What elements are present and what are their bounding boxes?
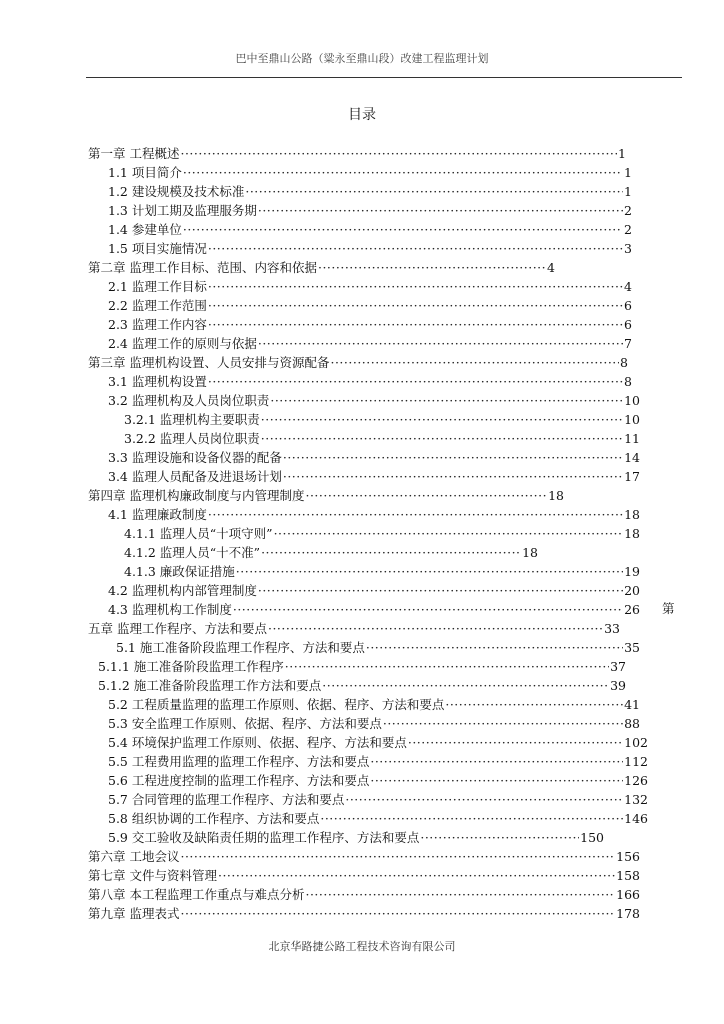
page-header: 巴中至鼎山公路（粱永至鼎山段）改建工程监理计划 (235, 52, 489, 65)
toc-entry[interactable] (108, 163, 632, 182)
toc-leader-dots (305, 885, 615, 904)
toc-leader-dots (180, 144, 617, 163)
toc-entry-title: 1.4 参建单位 (108, 222, 182, 237)
toc-entry-title: 5.2 工程质量监理的监理工作原则、依据、程序、方法和要点 (108, 697, 445, 712)
toc-leader-dots (218, 866, 615, 885)
toc-leader-dots (183, 163, 623, 182)
toc-entry[interactable] (108, 695, 640, 714)
toc-entry-page: 39 (610, 678, 626, 693)
toc-entry-page: 112 (624, 754, 648, 769)
toc-leader-dots (283, 448, 623, 467)
toc-entry-title: 2.4 监理工作的原则与依据 (108, 336, 257, 351)
toc-leader-dots (274, 524, 624, 543)
toc-entry-title: 3.1 监理机构设置 (108, 374, 207, 389)
toc-entry[interactable] (88, 486, 564, 505)
toc-entry-page: 33 (604, 621, 620, 636)
toc-entry-title: 4.2 监理机构内部管理制度 (108, 583, 257, 598)
toc-entry[interactable] (108, 277, 632, 296)
toc-entry-title: 第九章 监理表式 (88, 906, 180, 921)
toc-leader-dots (245, 182, 623, 201)
toc-entry[interactable] (116, 638, 640, 657)
toc-leader-dots (408, 733, 623, 752)
toc-entry[interactable] (108, 334, 632, 353)
toc-entry-title: 5.1.1 施工准备阶段监理工作程序 (98, 659, 284, 674)
toc-leader-dots (180, 904, 615, 923)
toc-entry-title: 3.3 监理设施和设备仪器的配备 (108, 450, 282, 465)
toc-leader-dots (183, 220, 623, 239)
toc-leader-dots (370, 752, 623, 771)
toc-leader-dots (208, 505, 623, 524)
toc-entry[interactable] (108, 201, 632, 220)
toc-entry-title: 3.2.1 监理机构主要职责 (124, 412, 260, 427)
toc-leader-dots (285, 657, 609, 676)
toc-entry[interactable] (108, 182, 632, 201)
toc-entry-title: 5.8 组织协调的工作程序、方法和要点 (108, 811, 320, 826)
toc-entry-page: 1 (624, 184, 632, 199)
toc-leader-dots (208, 239, 623, 258)
toc-entry-title: 2.2 监理工作范围 (108, 298, 207, 313)
toc-entry-title: 3.2.2 监理人员岗位职责 (124, 431, 260, 446)
toc-entry-title: 第六章 工地会议 (88, 849, 180, 864)
toc-entry-page: 88 (624, 716, 640, 731)
toc-entry[interactable] (88, 904, 640, 923)
toc-entry-page: 18 (522, 545, 538, 560)
toc-leader-dots (330, 353, 619, 372)
toc-entry[interactable] (108, 809, 648, 828)
toc-entry-page: 150 (580, 830, 604, 845)
toc-entry-title: 第四章 监理机构廉政制度与内管理制度 (88, 488, 305, 503)
toc-entry-title: 第八章 本工程监理工作重点与难点分析 (88, 887, 305, 902)
toc-entry-page: 14 (624, 450, 640, 465)
toc-entry[interactable] (98, 676, 626, 695)
toc-entry-page: 26 (624, 602, 640, 617)
toc-entry-title: 2.3 监理工作内容 (108, 317, 207, 332)
toc-entry[interactable] (108, 733, 648, 752)
toc-entry-page: 132 (624, 792, 648, 807)
toc-entry-page: 2 (624, 203, 632, 218)
toc-entry-page: 8 (624, 374, 632, 389)
toc-entry-page: 3 (624, 241, 632, 256)
toc-leader-dots (445, 695, 623, 714)
toc-entry[interactable] (108, 220, 632, 239)
toc-leader-dots (233, 600, 623, 619)
toc-entry-page: 178 (616, 906, 640, 921)
toc-entry-page: 8 (620, 355, 628, 370)
toc-entry-page: 166 (616, 887, 640, 902)
toc-entry-page: 11 (624, 431, 640, 446)
toc-leader-dots (208, 277, 623, 296)
toc-leader-dots (283, 467, 623, 486)
toc-leader-dots (208, 372, 623, 391)
toc-entry[interactable] (124, 410, 640, 429)
toc-entry-title: 5.9 交工验收及缺陷责任期的监理工作程序、方法和要点 (108, 830, 420, 845)
toc-entry[interactable] (108, 296, 632, 315)
toc-entry-title: 5.1 施工准备阶段监理工作程序、方法和要点 (116, 640, 365, 655)
toc-entry-title: 5.1.2 施工准备阶段监理工作方法和要点 (98, 678, 322, 693)
toc-entry-title: 第三章 监理机构设置、人员安排与资源配备 (88, 355, 330, 370)
toc-leader-dots (208, 296, 623, 315)
toc-leader-dots (261, 429, 623, 448)
toc-leader-dots (261, 543, 521, 562)
toc-entry-title: 3.2 监理机构及人员岗位职责 (108, 393, 270, 408)
toc-entry-page: 7 (624, 336, 632, 351)
toc-entry[interactable] (88, 144, 626, 163)
toc-entry-title: 1.2 建设规模及技术标准 (108, 184, 245, 199)
toc-entry[interactable] (108, 315, 632, 334)
toc-leader-dots (322, 676, 609, 695)
toc-entry-title: 4.1 监理廉政制度 (108, 507, 207, 522)
toc-entry-page: 35 (624, 640, 640, 655)
toc-leader-dots (180, 847, 615, 866)
toc-entry-page: 20 (624, 583, 640, 598)
toc-entry-title: 5.3 安全监理工作原则、依据、程序、方法和要点 (108, 716, 382, 731)
toc-entry[interactable] (108, 467, 640, 486)
toc-entry[interactable] (108, 581, 640, 600)
toc-leader-dots (370, 771, 623, 790)
toc-entry-title: 第七章 文件与资料管理 (88, 868, 217, 883)
toc-entry-title: 5.6 工程进度控制的监理工作程序、方法和要点 (108, 773, 370, 788)
toc-entry-page: 4 (547, 260, 555, 275)
toc-entry-page: 146 (624, 811, 648, 826)
toc-leader-dots (258, 201, 623, 220)
toc-entry[interactable] (108, 239, 632, 258)
toc-entry-title: 第二章 监理工作目标、范围、内容和依据 (88, 260, 317, 275)
toc-entry-page: 18 (624, 526, 640, 541)
toc-entry[interactable] (108, 505, 640, 524)
toc-entry[interactable] (88, 619, 620, 638)
toc-entry[interactable] (124, 524, 640, 543)
toc-entry-title: 第一章 工程概述 (88, 146, 180, 161)
toc-entry[interactable] (98, 657, 626, 676)
toc-entry[interactable] (108, 391, 640, 410)
page-footer: 北京华路捷公路工程技术咨询有限公司 (268, 940, 456, 953)
toc-entry-title: 4.3 监理机构工作制度 (108, 602, 232, 617)
toc-entry-page: 17 (624, 469, 640, 484)
toc-entry[interactable] (88, 885, 640, 904)
toc-entry-page: 19 (624, 564, 640, 579)
toc-entry-title: 1.3 计划工期及监理服务期 (108, 203, 257, 218)
toc-entry-page: 1 (618, 146, 626, 161)
toc-leader-dots (258, 581, 623, 600)
toc-entry[interactable] (124, 429, 640, 448)
toc-leader-dots (261, 410, 623, 429)
toc-leader-dots (208, 315, 623, 334)
toc-entry-title: 1.5 项目实施情况 (108, 241, 207, 256)
toc-entry-title: 5.7 合同管理的监理工作程序、方法和要点 (108, 792, 345, 807)
stray-text: 第 (662, 601, 675, 616)
toc-leader-dots (270, 391, 623, 410)
toc-leader-dots (366, 638, 623, 657)
toc-entry[interactable] (108, 448, 640, 467)
toc-entry-page: 4 (624, 279, 632, 294)
toc-leader-dots (268, 619, 603, 638)
toc-entry-page: 2 (624, 222, 632, 237)
toc-leader-dots (320, 809, 623, 828)
toc-leader-dots (345, 790, 623, 809)
toc-entry[interactable] (124, 562, 640, 581)
toc-entry-page: 6 (624, 298, 632, 313)
toc-entry-page: 1 (624, 165, 632, 180)
toc-entry-title: 4.1.2 监理人员“十不准” (124, 545, 261, 560)
toc-entry-title: 4.1.1 监理人员“十项守则” (124, 526, 273, 541)
toc-entry-page: 6 (624, 317, 632, 332)
toc-entry[interactable] (108, 771, 648, 790)
toc-entry[interactable] (108, 600, 640, 619)
toc-entry-page: 18 (624, 507, 640, 522)
toc-entry-page: 102 (624, 735, 648, 750)
toc-entry-title: 5.5 工程费用监理的监理工作程序、方法和要点 (108, 754, 370, 769)
toc-entry[interactable] (124, 543, 538, 562)
toc-entry-title: 2.1 监理工作目标 (108, 279, 207, 294)
header-divider (86, 77, 682, 78)
toc-entry-page: 18 (548, 488, 564, 503)
toc-leader-dots (305, 486, 547, 505)
toc-entry[interactable] (88, 258, 555, 277)
toc-entry-title: 5.4 环境保护监理工作原则、依据、程序、方法和要点 (108, 735, 407, 750)
toc-leader-dots (236, 562, 623, 581)
toc-entry[interactable] (108, 828, 604, 847)
toc-entry-page: 156 (616, 849, 640, 864)
toc-entry-page: 10 (624, 412, 640, 427)
toc-entry[interactable] (88, 847, 640, 866)
toc-entry-title: 4.1.3 廉政保证措施 (124, 564, 235, 579)
toc-entry[interactable] (108, 372, 632, 391)
toc-entry-title: 3.4 监理人员配备及进退场计划 (108, 469, 282, 484)
toc-entry-page: 37 (610, 659, 626, 674)
toc-entry[interactable] (108, 752, 648, 771)
toc-entry[interactable] (108, 790, 648, 809)
toc-leader-dots (420, 828, 579, 847)
toc-leader-dots (383, 714, 623, 733)
toc-title: 目录 (348, 107, 376, 123)
toc-entry[interactable] (88, 866, 640, 885)
toc-entry-page: 126 (624, 773, 648, 788)
toc-entry-page: 158 (616, 868, 640, 883)
toc-entry-page: 10 (624, 393, 640, 408)
toc-leader-dots (258, 334, 623, 353)
toc-entry[interactable] (108, 714, 640, 733)
toc-entry-page: 41 (624, 697, 640, 712)
toc-entry-title: 1.1 项目简介 (108, 165, 182, 180)
toc-leader-dots (318, 258, 546, 277)
toc-entry[interactable] (88, 353, 628, 372)
toc-entry-title: 五章 监理工作程序、方法和要点 (88, 621, 267, 636)
